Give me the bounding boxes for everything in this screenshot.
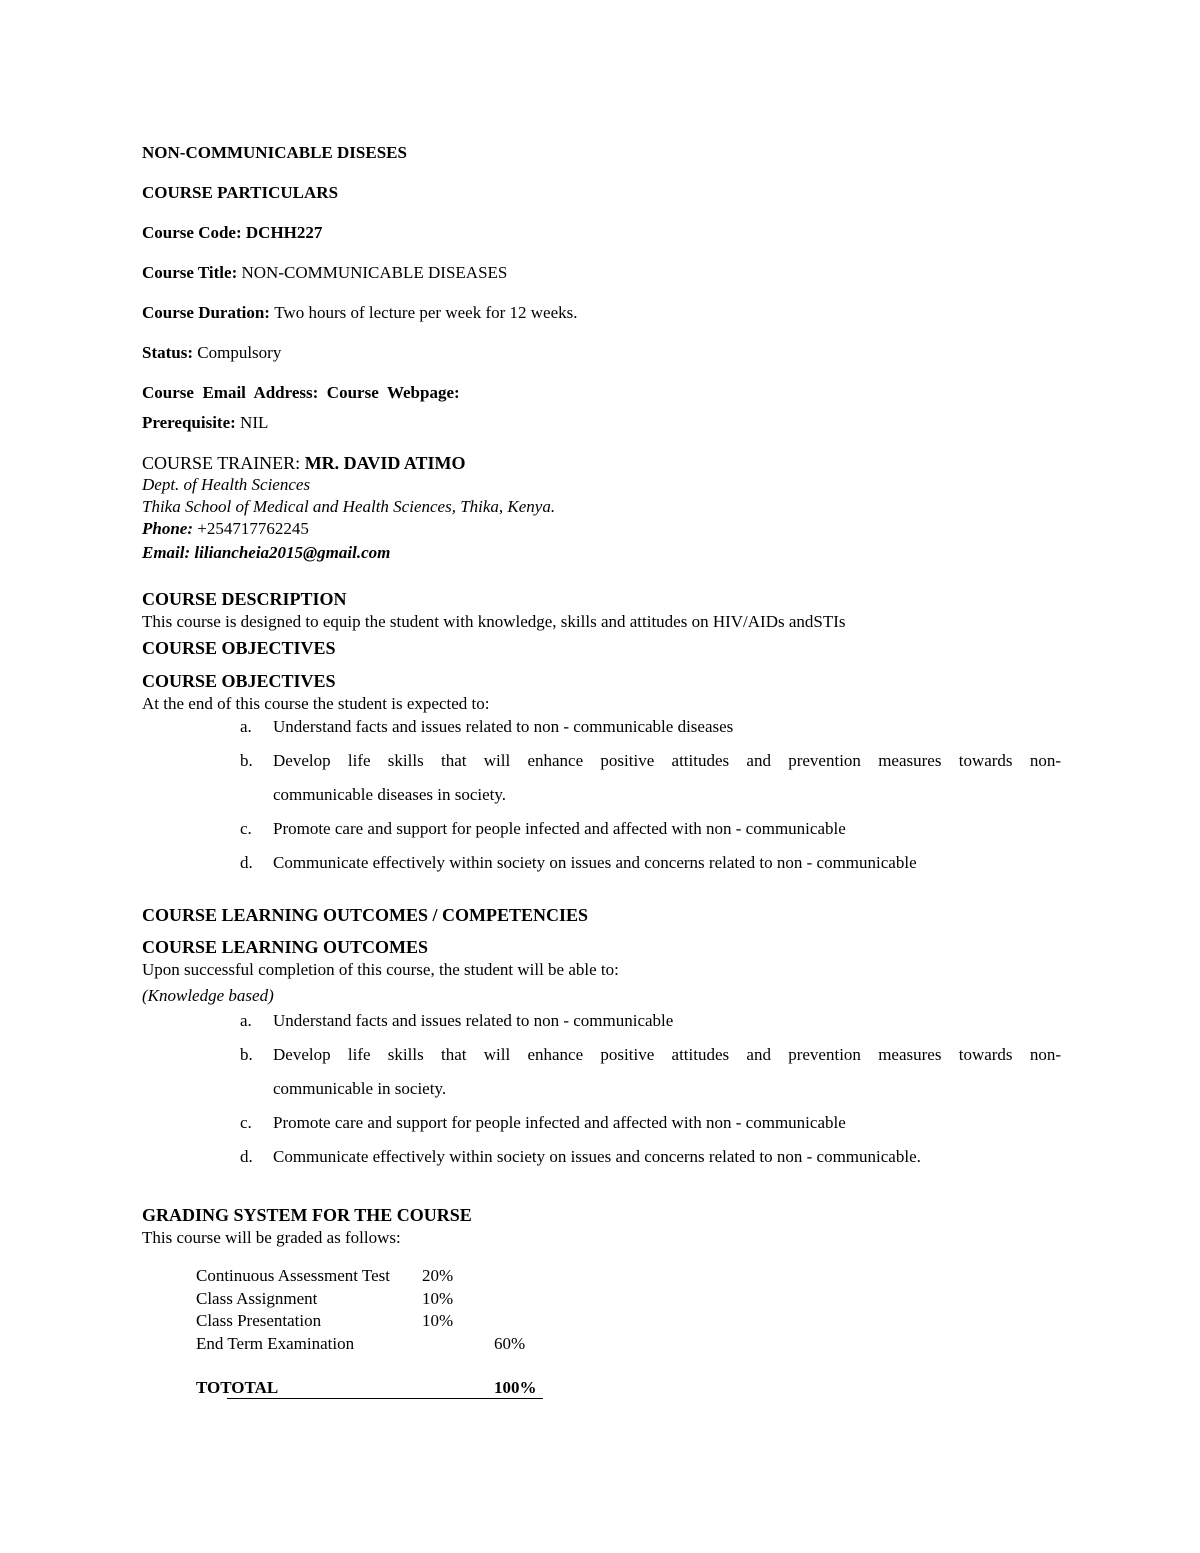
status-line [142, 342, 281, 364]
grading-row-label: Class Assignment [196, 1289, 318, 1308]
objective-text: Communicate effectively within society on issues and concerns related to non - communicable [273, 853, 917, 872]
objective-item [240, 852, 917, 874]
list-marker: c. [240, 819, 252, 838]
objective-item [240, 818, 846, 840]
course-duration-value: Two hours of lecture per week for 12 weeks. [274, 303, 578, 322]
list-marker: b. [240, 1045, 253, 1064]
course-title-value: NON-COMMUNICABLE DISEASES [241, 263, 508, 282]
phone-line [142, 518, 309, 540]
grading-total-value: 100% [494, 1378, 537, 1397]
email-webpage-line: Course Email Address: Course Webpage: [142, 383, 460, 402]
objective-text-continued: communicable diseases in society. [273, 785, 507, 804]
phone-value: +254717762245 [197, 519, 309, 538]
list-marker: b. [240, 751, 253, 770]
list-marker: c. [240, 1113, 252, 1132]
outcome-text: Communicate effectively within society on issues and concerns related to non - communicable. [273, 1147, 921, 1166]
school-name: Thika School of Medical and Health Sciences, Thika, Kenya. [142, 497, 556, 516]
trainer-line [142, 452, 466, 474]
trainer-name: MR. DAVID ATIMO [304, 453, 466, 473]
grading-row-label: Continuous Assessment Test [196, 1266, 391, 1285]
objective-text: Understand facts and issues related to non - communicable diseases [273, 717, 734, 736]
particulars-heading: COURSE PARTICULARS [142, 183, 339, 202]
outcome-item [240, 1112, 846, 1134]
objective-text: Promote care and support for people infected and affected with non - communicable [273, 819, 846, 838]
total-underline [227, 1398, 543, 1399]
status-label: Status: [142, 343, 198, 362]
course-duration-line [142, 302, 578, 324]
objective-text: Develop life skills that will enhance positive attitudes and prevention measures towards non- [273, 751, 1061, 770]
course-title-label: Course Title: [142, 263, 242, 282]
description-heading: COURSE DESCRIPTION [142, 589, 347, 609]
grading-heading: GRADING SYSTEM FOR THE COURSE [142, 1205, 472, 1225]
outcome-text: Understand facts and issues related to non - communicable [273, 1011, 674, 1030]
email-line [142, 542, 390, 564]
objectives-intro: At the end of this course the student is expected to: [142, 694, 490, 713]
course-duration-label: Course Duration: [142, 303, 275, 322]
grading-row-value: 10% [422, 1311, 454, 1330]
grading-total-label: TOTOTAL [196, 1378, 279, 1397]
outcome-item [240, 1146, 921, 1168]
prerequisite-value: NIL [240, 413, 269, 432]
outcomes-intro: Upon successful completion of this course, the student will be able to: [142, 960, 619, 979]
course-code-line [142, 222, 322, 244]
objectives-heading: COURSE OBJECTIVES [142, 638, 336, 658]
course-code-label: Course Code: [142, 223, 246, 242]
status-value: Compulsory [197, 343, 282, 362]
list-marker: d. [240, 1147, 253, 1166]
list-marker: a. [240, 1011, 252, 1030]
course-code-value: DCHH227 [245, 223, 323, 242]
outcome-item [240, 1010, 673, 1032]
phone-label: Phone: [142, 519, 198, 538]
outcomes-note: (Knowledge based) [142, 986, 274, 1005]
prerequisite-label: Prerequisite: [142, 413, 241, 432]
email-label: Email: [142, 543, 195, 562]
outcomes-subheading: COURSE LEARNING OUTCOMES [142, 937, 429, 957]
outcome-text: Promote care and support for people infected and affected with non - communicable [273, 1113, 846, 1132]
outcome-text: Develop life skills that will enhance positive attitudes and prevention measures towards non- [273, 1045, 1061, 1064]
department: Dept. of Health Sciences [142, 475, 311, 494]
grading-intro: This course will be graded as follows: [142, 1228, 401, 1247]
grading-row-value: 60% [494, 1334, 526, 1353]
description-text: This course is designed to equip the student with knowledge, skills and attitudes on HIV/AIDs andSTIs [142, 612, 846, 631]
list-marker: a. [240, 717, 252, 736]
course-title-line [142, 262, 507, 284]
trainer-label: COURSE TRAINER: [142, 453, 305, 473]
grading-row-value: 20% [422, 1266, 454, 1285]
email-link[interactable]: liliancheia2015@gmail.com [194, 543, 391, 562]
outcomes-heading: COURSE LEARNING OUTCOMES / COMPETENCIES [142, 905, 589, 925]
grading-row-label: Class Presentation [196, 1311, 322, 1330]
grading-row-value: 10% [422, 1289, 454, 1308]
objective-item [240, 716, 733, 738]
list-marker: d. [240, 853, 253, 872]
prerequisite-line [142, 412, 268, 434]
objectives-heading-repeat: COURSE OBJECTIVES [142, 671, 336, 691]
document-title: NON-COMMUNICABLE DISESES [142, 143, 407, 162]
grading-row-label: End Term Examination [196, 1334, 355, 1353]
outcome-text-continued: communicable in society. [273, 1079, 447, 1098]
